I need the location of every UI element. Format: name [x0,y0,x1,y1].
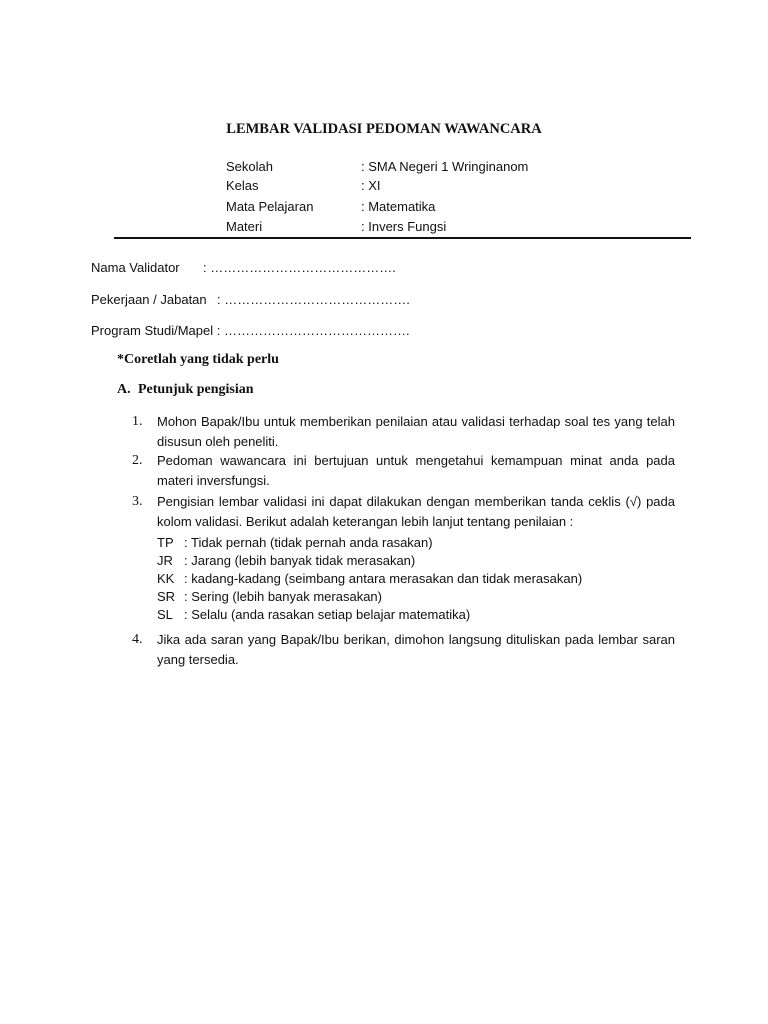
list-number: 1. [132,414,143,429]
info-label-class: Kelas [226,178,259,193]
info-value-class: : XI [361,178,381,193]
list-text: Jika ada saran yang Bapak/Ibu berikan, dimohon langsung dituliskan pada lembar saran yang tersedia. [157,632,675,667]
list-item [132,492,675,624]
info-label-school: Sekolah [226,159,273,174]
legend-desc: : Selalu (anda rasakan setiap belajar matematika) [184,607,471,622]
list-item [132,451,675,490]
section-letter: A. [117,382,131,397]
info-label-topic: Materi [226,219,263,234]
legend-desc: : Tidak pernah (tidak pernah anda rasakan) [184,535,433,550]
instruction-list [132,630,675,669]
job-blank: : ……………………………………. [217,292,410,307]
document-title: LEMBAR VALIDASI PEDOMAN WAWANCARA [226,121,542,137]
validator-name-label: Nama Validator [91,260,180,275]
header-divider [114,237,691,239]
legend-row [157,588,675,606]
legend-code: TP [157,535,174,550]
list-text: Pengisian lembar validasi ini dapat dilakukan dengan memberikan tanda ceklis (√) pada kolom validasi. Berikut adalah keterangan lebih lanjut tentang penilaian : [157,494,675,529]
legend-code: SL [157,607,173,622]
instruction-list [132,492,675,624]
legend-desc: : Sering (lebih banyak merasakan) [184,589,382,604]
list-number: 3. [132,494,143,509]
legend-row [157,552,675,570]
legend-code: JR [157,553,173,568]
info-label-subject: Mata Pelajaran [226,199,314,214]
section-title: Petunjuk pengisian [138,382,254,397]
info-value-school: : SMA Negeri 1 Wringinanom [361,159,529,174]
program-field: Program Studi/Mapel : ……………………………………. [91,323,410,338]
legend-row [157,570,675,588]
list-item [132,630,675,669]
list-text: Mohon Bapak/Ibu untuk memberikan penilaian atau validasi terhadap soal tes yang telah disusun oleh peneliti. [157,414,675,449]
validator-name-blank: : ……………………………………. [203,260,396,275]
list-number: 4. [132,632,143,647]
legend-code: KK [157,571,175,586]
info-value-topic: : Invers Fungsi [361,219,447,234]
list-text: Pedoman wawancara ini bertujuan untuk mengetahui kemampuan minat anda pada materi inversfungsi. [157,453,675,488]
legend-code: SR [157,589,176,604]
info-value-subject: : Matematika [361,199,436,214]
rating-legend [157,534,675,624]
legend-row [157,534,675,552]
job-label: Pekerjaan / Jabatan [91,292,207,307]
legend-row [157,606,675,624]
list-number: 2. [132,453,143,468]
instruction-list [132,412,675,451]
legend-desc: : Jarang (lebih banyak tidak merasakan) [184,553,416,568]
instruction-list [132,451,675,490]
legend-desc: : kadang-kadang (seimbang antara merasakan dan tidak merasakan) [184,571,583,586]
list-item [132,412,675,451]
strike-note: *Coretlah yang tidak perlu [117,352,279,367]
